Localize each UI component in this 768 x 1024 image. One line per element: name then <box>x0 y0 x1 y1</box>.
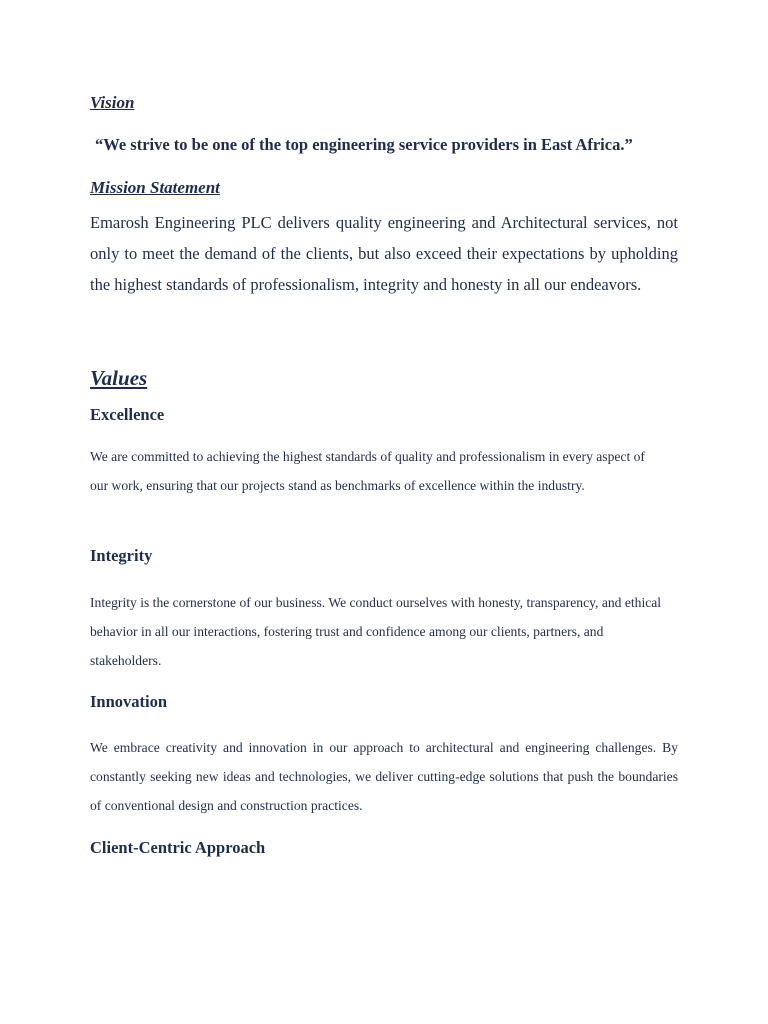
values-heading: Values <box>90 366 148 390</box>
vision-statement: “We strive to be one of the top engineering service providers in East Africa.” <box>95 135 633 154</box>
value-title-integrity: Integrity <box>90 546 153 565</box>
value-title-client-centric: Client-Centric Approach <box>90 838 266 857</box>
value-body-innovation: We embrace creativity and innovation in our approach to architectural and engineering challenges. By constantly seeking new ideas and technologies, we deliver cutting-edge solutions that push the boundaries of conventional design and construction practices. <box>90 740 678 813</box>
vision-heading: Vision <box>90 93 135 112</box>
value-body-integrity: Integrity is the cornerstone of our business. We conduct ourselves with honesty, transparency, and ethical behavior in all our interactions, fostering trust and confidence among our clients, partners, and stakeholders. <box>90 595 662 668</box>
value-title-excellence: Excellence <box>90 405 165 424</box>
value-body-excellence: We are committed to achieving the highest standards of quality and professionalism in every aspect of our work, ensuring that our projects stand as benchmarks of excellence within the industry. <box>90 449 645 493</box>
mission-heading: Mission Statement <box>90 178 220 197</box>
value-title-innovation: Innovation <box>90 692 168 711</box>
mission-body: Emarosh Engineering PLC delivers quality engineering and Architectural services, not only to meet the demand of the clients, but also exceed their expectations by upholding the highest standards of professionalism, integrity and honesty in all our endeavors. <box>90 213 678 294</box>
